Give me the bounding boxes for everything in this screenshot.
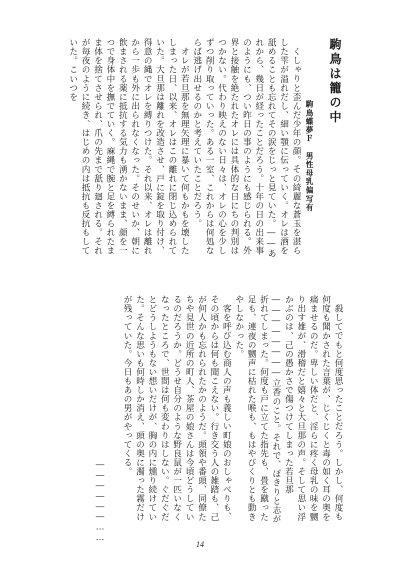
upper-text-block <box>50 38 302 263</box>
paragraph: 殺してでもと何度思ったことだろう。しかし、何度も何度も聞かされた言葉が、じくじくと毒の如く耳の奥を痛ませるのだ。卑しい体だと、淫らに疼く母乳の味を嬲り出す雄が、滑稽だと嬉々と大旦那の声。そして思い浮かぶのは、己の愚かさで傷つけてしまった若旦那――――――――立香のこと。それで、ぽきりと志が折れてしまった。何度も戸に立てた指先も、畳を蹴った足も、連夜の嬲声に枯れた喉も、もはやびくりとも動きやしなかった。 <box>233 295 343 524</box>
paragraph: くしゃりと歪んだ少年の顔。その綺麗な蒼玉を湛らした雫が溢れだし、細い顎に伝っていく。オレは酒を舐めることも忘れてその涙をじっと見ていた。――あれから、幾日が経ったことだろう。十年の日の出来事のようにも、つい昨日の事のようにも感じられる。外界と接触を絶たれたオレには具体的な日にちの判別はつかない。代わり映えのない日々は、オレの心を少しずつ削り取っていった。ある一室、これからは何処ならば逃げ出せるのかと考えていたことだろう。 <box>191 38 301 258</box>
page-number: 14 <box>196 540 204 549</box>
author-line: 駒鳥蝶夢Ｆ 男性母乳偏写有 <box>305 100 314 212</box>
section-break-ellipsis: ――――――…… <box>95 460 105 544</box>
story-title: 駒鳥は籠の中 <box>328 38 342 125</box>
lower-text-block <box>112 295 344 527</box>
paragraph: オレが若旦那を無理矢理に暴いて何もかもを壊したしまった日、以来、オレはこの離れに閉じ込められていた。大旦那は離れを改造させ、戸に錠を取り付け、得意の縄でオレを縛りつけた。それ以来、オレは離れから一歩も外に出られなくなった。そのせいか、朝に飲まされる薬に抵抗する気力も湧かないまま、顔を一つで身体中を撫でていく。麻縄で腕と足を縛られたまま体を捨てさせられ、爪の先まで舐り廻される。それが毎夜のように続き、はじめの内は抵抗も反抗もしていた。こいつを <box>67 38 190 256</box>
paragraph: 客を呼び込む商人の声も義しい町娘のおしゃべりも、その頃からは何も聞こえない。行き交う人の雑踏も、己が何人かも忘れられたかのようだ。頭領や番頭、同僚たちや見世の近所の町人、茶屋の娘さんは今頃どうしているのだろうか。どうせ自分のような野良鼠が一匹いなくなったところで、世間は何も変わりはしない。ぐだぐだとどうしようもない想いだけが、胸の内に燻り続けていた。そんな思いも何時しか消え、頭の奥に濁った霧だけが残っていた。今日もあの男がやってくる。 <box>122 295 232 522</box>
